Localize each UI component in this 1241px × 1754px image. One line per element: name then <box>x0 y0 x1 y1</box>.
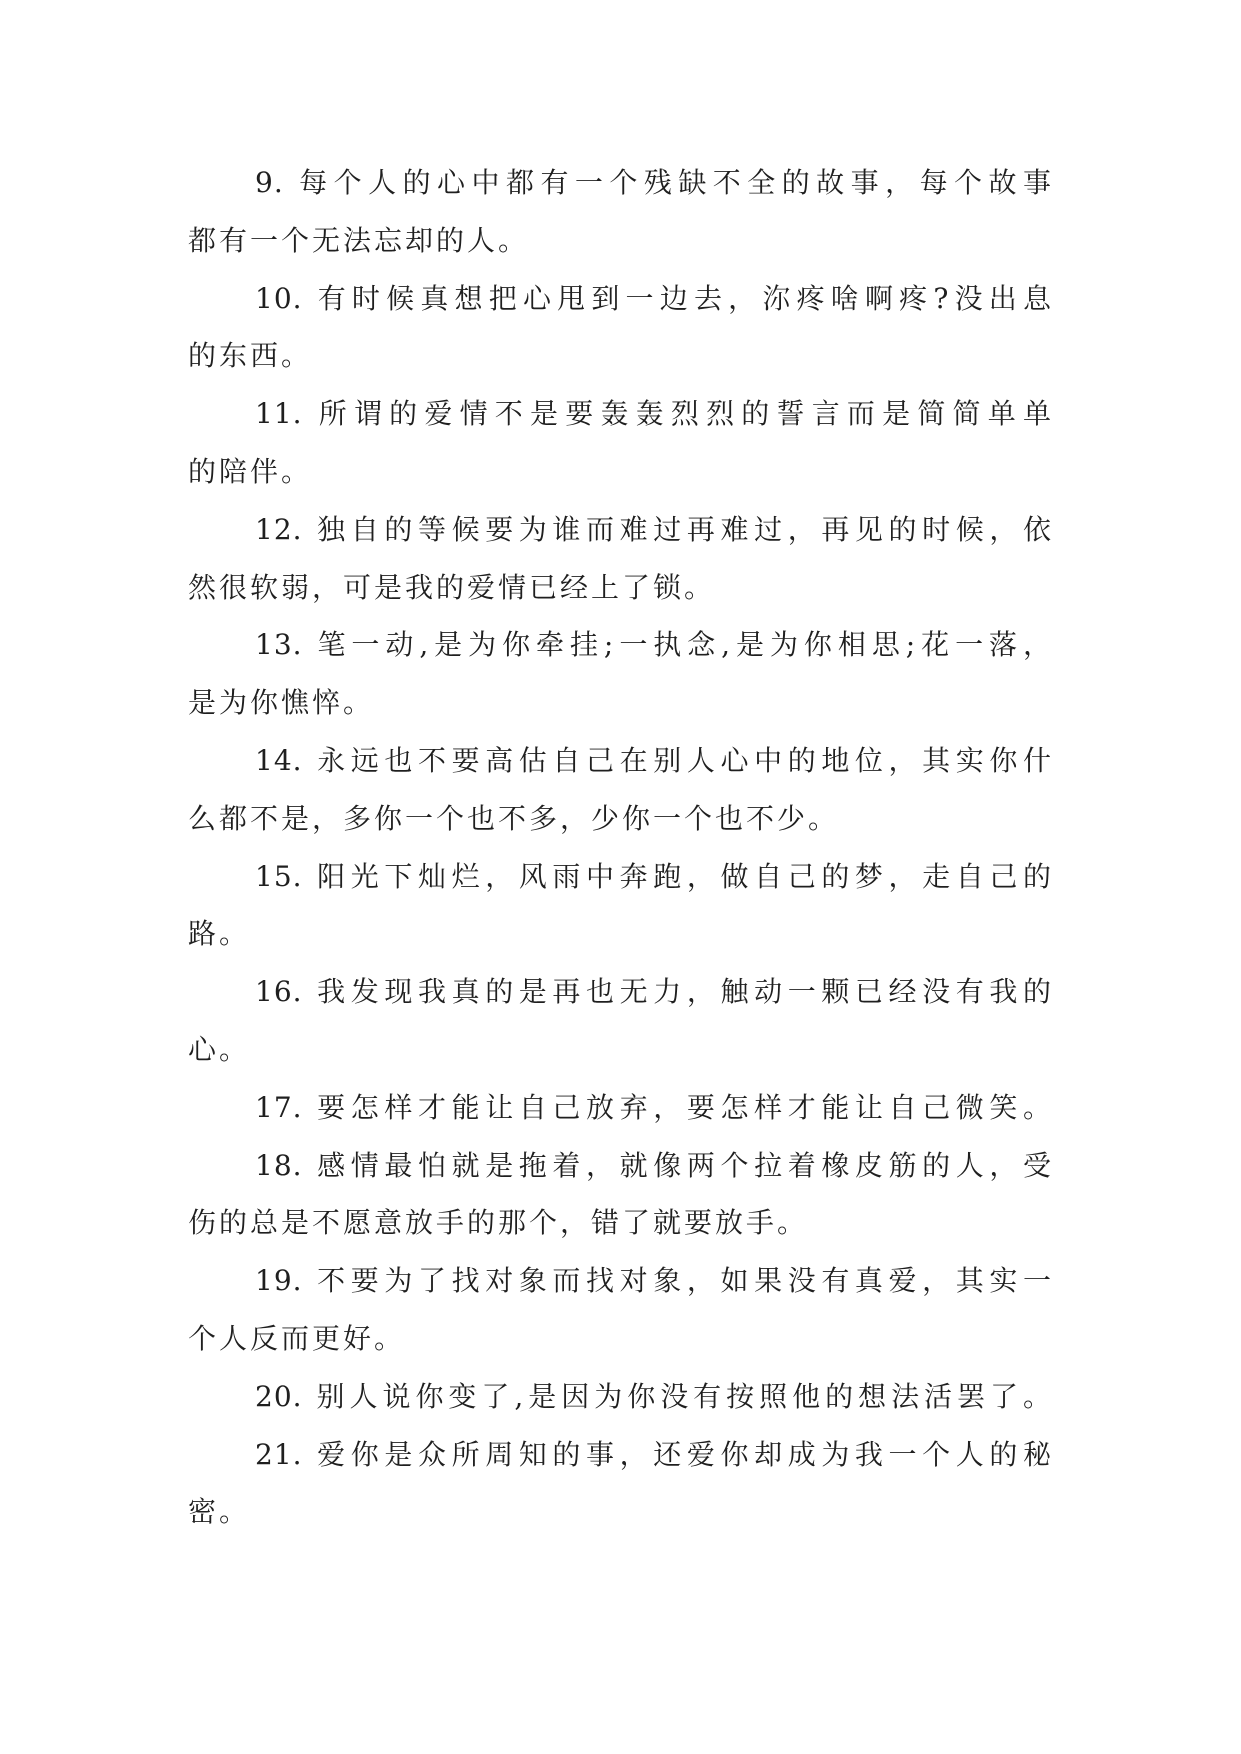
item-text: 我发现我真的是再也无力，触动一颗已经没有我的 <box>314 975 1054 1009</box>
item-continuation-line: 然很软弱，可是我的爱情已经上了锁。 <box>188 570 716 604</box>
item-number: 17. <box>255 1090 303 1124</box>
list-item-15 <box>188 848 1054 964</box>
document-body <box>188 154 1054 1541</box>
list-item-20 <box>188 1368 1054 1426</box>
item-text: 独自的等候要为谁而难过再难过，再见的时候，依 <box>314 512 1054 546</box>
item-first-line <box>188 848 1054 906</box>
item-number: 13. <box>255 628 303 662</box>
item-number: 11. <box>255 397 303 431</box>
item-first-line <box>188 1137 1054 1195</box>
item-text: 阳光下灿烂，风雨中奔跑，做自己的梦，走自己的 <box>314 859 1054 893</box>
list-item-16 <box>188 963 1054 1079</box>
item-continuation-line: 伤的总是不愿意放手的那个，错了就要放手。 <box>188 1206 809 1240</box>
list-item-18 <box>188 1137 1054 1253</box>
item-text: 爱你是众所周知的事，还爱你却成为我一个人的秘 <box>314 1437 1054 1471</box>
item-continuation-line: 都有一个无法忘却的人。 <box>188 223 530 257</box>
list-item-13 <box>188 616 1054 732</box>
item-text: 要怎样才能让自己放弃，要怎样才能让自己微笑。 <box>314 1090 1054 1124</box>
item-number: 12. <box>255 512 303 546</box>
item-first-line <box>188 1426 1054 1484</box>
item-text: 别人说你变了,是因为你没有按照他的想法活罢了。 <box>314 1379 1054 1413</box>
item-first-line <box>188 963 1054 1021</box>
item-number: 14. <box>255 743 303 777</box>
item-number: 9. <box>255 166 284 199</box>
list-item-11 <box>188 385 1054 501</box>
item-number: 20. <box>255 1379 303 1413</box>
item-continuation-line: 的东西。 <box>188 339 313 373</box>
item-number: 21. <box>255 1437 303 1471</box>
item-text: 有时候真想把心甩到一边去，沵疼啥啊疼?没出息 <box>314 281 1054 315</box>
item-first-line <box>188 385 1054 443</box>
item-first-line <box>188 501 1054 559</box>
item-number: 15. <box>255 859 303 893</box>
item-continuation-line: 的陪伴。 <box>188 454 313 488</box>
item-number: 16. <box>255 975 303 1009</box>
list-item-19 <box>188 1252 1054 1368</box>
item-continuation-line: 是为你憔悴。 <box>188 686 375 720</box>
item-continuation-line: 路。 <box>188 917 251 951</box>
item-continuation-line: 密。 <box>188 1495 251 1529</box>
list-item-12 <box>188 501 1054 617</box>
item-first-line <box>188 1368 1054 1426</box>
item-number: 18. <box>255 1148 303 1182</box>
list-item-14 <box>188 732 1054 848</box>
item-first-line <box>188 1079 1054 1137</box>
item-text: 笔一动,是为你牵挂;一执念,是为你相思;花一落， <box>314 628 1054 662</box>
item-text: 所谓的爱情不是要轰轰烈烈的誓言而是简简单单 <box>314 397 1054 431</box>
item-text: 感情最怕就是拖着，就像两个拉着橡皮筋的人，受 <box>314 1148 1054 1182</box>
item-continuation-line: 么都不是，多你一个也不多，少你一个也不少。 <box>188 801 840 835</box>
item-continuation-line: 个人反而更好。 <box>188 1321 406 1355</box>
item-continuation-line: 心。 <box>188 1032 251 1066</box>
list-item-21 <box>188 1426 1054 1542</box>
item-text: 不要为了找对象而找对象，如果没有真爱，其实一 <box>314 1264 1054 1298</box>
item-text: 永远也不要高估自己在别人心中的地位，其实你什 <box>314 743 1054 777</box>
item-number: 19. <box>255 1264 303 1298</box>
item-number: 10. <box>255 281 303 315</box>
item-first-line <box>188 154 1054 212</box>
list-item-10 <box>188 270 1054 386</box>
list-item-17 <box>188 1079 1054 1137</box>
item-text: 每个人的心中都有一个残缺不全的故事，每个故事 <box>295 166 1054 199</box>
item-first-line <box>188 616 1054 674</box>
item-first-line <box>188 732 1054 790</box>
item-first-line <box>188 1252 1054 1310</box>
item-first-line <box>188 270 1054 328</box>
list-item-9 <box>188 154 1054 270</box>
